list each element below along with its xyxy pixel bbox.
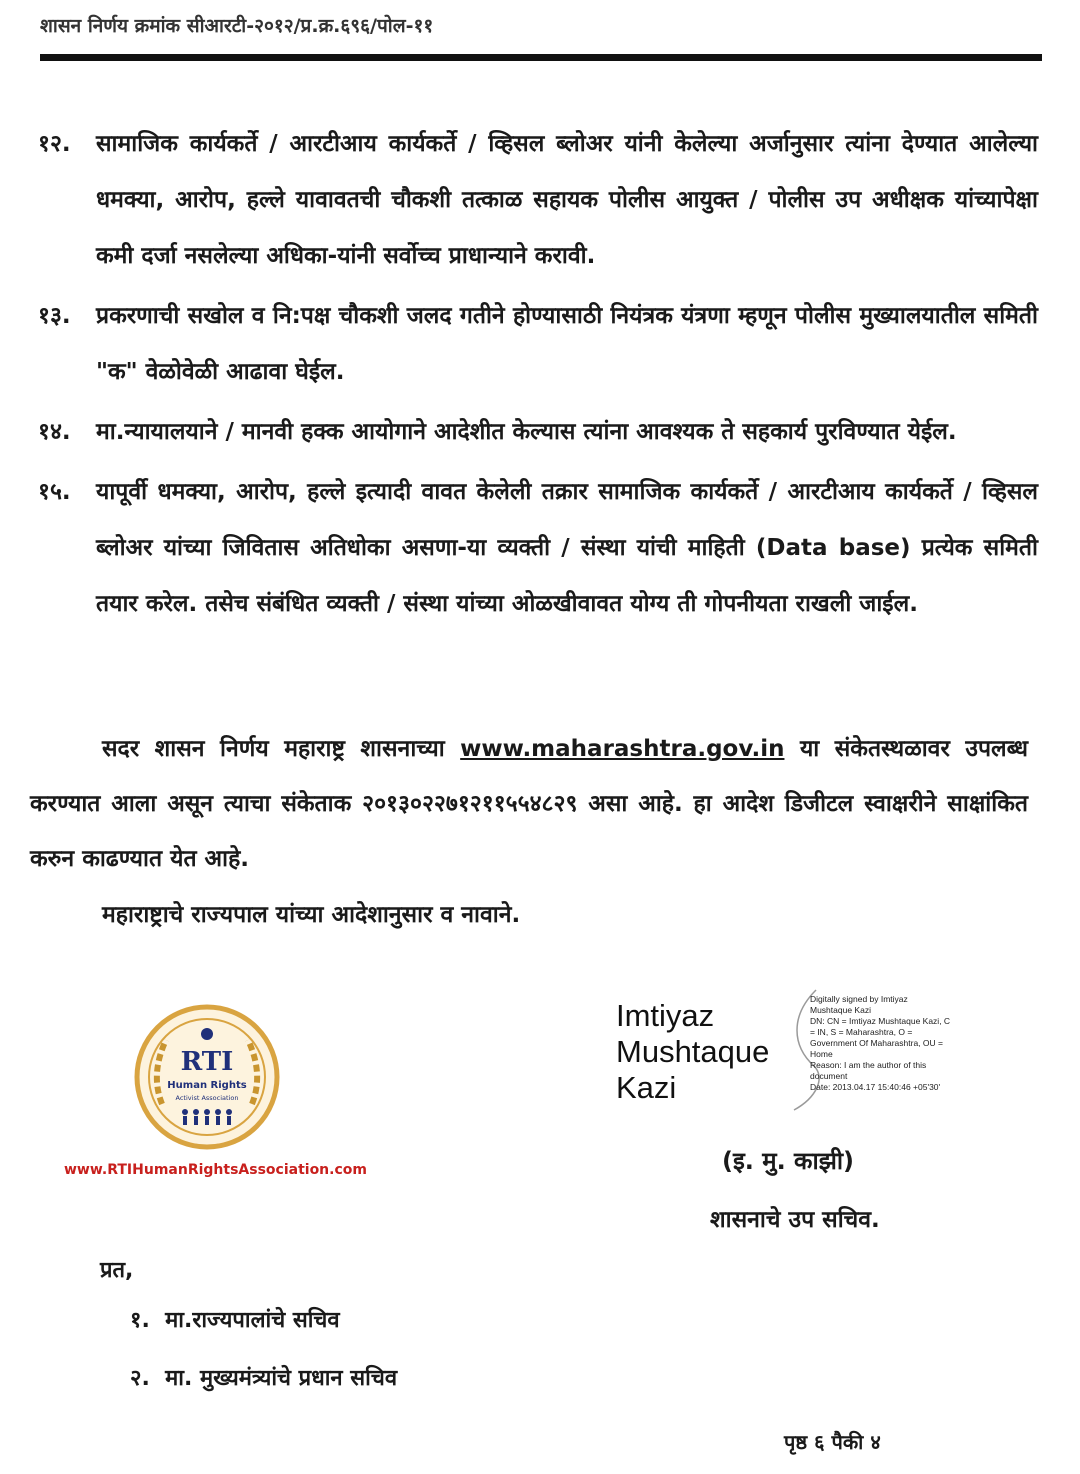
sig-line: document — [810, 1071, 848, 1081]
page-number: पृष्ठ ६ पैकी ४ — [784, 1430, 881, 1454]
signatory-name: (इ. मु. काझी) — [722, 1147, 855, 1175]
signatory-designation: शासनाचे उप सचिव. — [710, 1207, 880, 1233]
website-link[interactable]: www.maharashtra.gov.in — [460, 736, 785, 762]
clause-text: मा.न्यायालयाने / मानवी हक्क आयोगाने आदेशीत केल्यास त्यांना आवश्यक ते सहकार्य पुरविण्यात येईल. — [96, 419, 957, 445]
clause-number: १३. — [38, 303, 71, 329]
sig-line: Digitally signed by Imtiyaz — [810, 994, 908, 1004]
logo-text: RTI — [180, 1047, 234, 1077]
clause-item — [38, 288, 1038, 400]
logo-subtitle-2: Activist Association — [175, 1094, 239, 1102]
signer-name-line: Imtiyaz — [616, 998, 715, 1033]
copy-text: मा.राज्यपालांचे सचिव — [165, 1308, 340, 1333]
copy-label: प्रत, — [100, 1258, 134, 1283]
digital-signature-details — [810, 994, 1030, 1093]
clause-number: १४. — [38, 419, 71, 445]
watermark-url[interactable]: www.RTIHumanRightsAssociation.com — [64, 1162, 367, 1178]
clause-item — [38, 404, 1038, 460]
copy-number: २. — [130, 1366, 150, 1391]
copy-recipient — [130, 1362, 397, 1392]
signer-name-line: Mushtaque — [616, 1034, 770, 1069]
signer-name-line: Kazi — [616, 1070, 677, 1105]
clause-text: यापूर्वी धमक्या, आरोप, हल्ले इत्यादी वावत केलेली तक्रार सामाजिक कार्यकर्ते / आरटीआय कार्यकर्ते / व्हिसल ब्लोअर यांच्या जिवितास अतिधोका असणा-या व्यक्ती / संस्था यांची माहिती (Data base) प्रत्येक समिती तयार करेल. तसेच संबंधित व्यक्ती / संस्था यांच्या ओळखीवावत योग्य ती गोपनीयता राखली जाईल. — [96, 479, 1038, 617]
clause-item — [38, 464, 1038, 632]
sig-line: Reason: I am the author of this — [810, 1060, 927, 1070]
rti-association-logo — [132, 1004, 282, 1150]
sig-line: Date: 2013.04.17 15:40:46 +05'30' — [810, 1082, 941, 1092]
copy-recipient — [130, 1304, 340, 1334]
document-reference: शासन निर्णय क्रमांक सीआरटी-२०१२/प्र.क्र.६९६/पोल-११ — [40, 15, 434, 37]
clause-text: सामाजिक कार्यकर्ते / आरटीआय कार्यकर्ते / व्हिसल ब्लोअर यांनी केलेल्या अर्जानुसार त्यांना देण्यात आलेल्या धमक्या, आरोप, हल्ले यावावतची चौकशी तत्काळ सहायक पोलीस आयुक्त / पोलीस उप अधीक्षक यांच्यापेक्षा कमी दर्जा नसलेल्या अधिका-यांनी सर्वोच्च प्राधान्याने करावी. — [96, 131, 1038, 269]
order-line: महाराष्ट्राचे राज्यपाल यांच्या आदेशानुसार व नावाने. — [102, 902, 521, 928]
clause-text: प्रकरणाची सखोल व नि:पक्ष चौकशी जलद गतीने होण्यासाठी नियंत्रक यंत्रणा म्हणून पोलीस मुख्यालयातील समिती "क" वेळोवेळी आढावा घेईल. — [96, 303, 1038, 385]
notice-text-before: सदर शासन निर्णय महाराष्ट्र शासनाच्या — [102, 736, 445, 762]
notice-text-after: या संकेतस्थळावर उपलब्ध करण्यात आला असून त्याचा संकेताक २०१३०२२७१२११५५४८२९ असा आहे. हा आदेश डिजीटल स्वाक्षरीने साक्षांकित करुन काढण्यात येत आहे. — [30, 736, 1028, 872]
sig-line: Government Of Maharashtra, OU = — [810, 1038, 943, 1048]
logo-subtitle: Human Rights — [167, 1080, 247, 1091]
signer-name — [616, 998, 769, 1106]
sig-line: Mushtaque Kazi — [810, 1005, 871, 1015]
clause-list — [38, 116, 1038, 636]
clause-number: १५. — [38, 479, 71, 505]
sig-line: Home — [810, 1049, 833, 1059]
clause-item — [38, 116, 1038, 284]
clause-number: १२. — [38, 131, 71, 157]
header-rule — [40, 54, 1042, 61]
copy-number: १. — [130, 1308, 150, 1333]
notice-paragraph — [30, 722, 1028, 887]
copy-text: मा. मुख्यमंत्र्यांचे प्रधान सचिव — [165, 1366, 398, 1391]
sig-line: = IN, S = Maharashtra, O = — [810, 1027, 913, 1037]
sig-line: DN: CN = Imtiyaz Mushtaque Kazi, C — [810, 1016, 951, 1026]
